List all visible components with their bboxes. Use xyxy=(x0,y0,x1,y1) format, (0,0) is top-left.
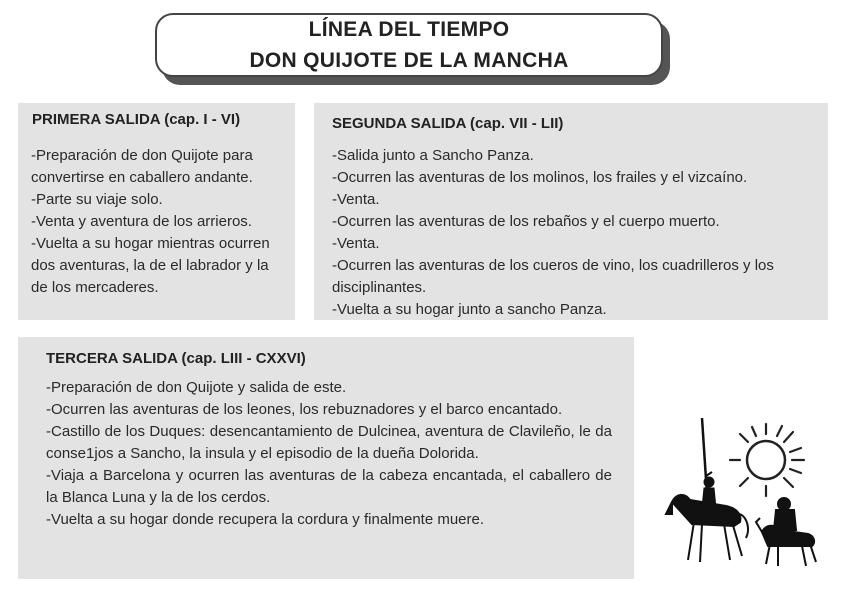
list-item: -Castillo de los Duques: desencantamiento de Dulcinea, aventura de Clavileño, le da conse1jos a Sancho, la insula y el episodio de la dueña Dolorida. xyxy=(46,423,612,462)
tercera-salida-heading: TERCERA SALIDA (cap. LIII - CXXVI) xyxy=(46,350,306,367)
segunda-salida-heading: SEGUNDA SALIDA (cap. VII - LII) xyxy=(332,115,564,132)
sun-icon xyxy=(730,424,804,496)
list-item: -Preparación de don Quijote y salida de este. xyxy=(46,379,347,396)
list-item: -Venta y aventura de los arrieros. xyxy=(31,213,252,230)
list-item: -Ocurren las aventuras de los cueros de vino, los cuadrilleros y los disciplinantes. xyxy=(332,257,774,296)
primera-salida-heading: PRIMERA SALIDA (cap. I - VI) xyxy=(32,111,241,128)
list-item: -Preparación de don Quijote para convertirse en caballero andante. xyxy=(31,147,253,186)
list-item: -Ocurren las aventuras de los molinos, los frailes y el vizcaíno. xyxy=(332,169,748,186)
list-item: -Vuelta a su hogar donde recupera la cordura y finalmente muere. xyxy=(46,511,485,528)
title-line-1: LÍNEA DEL TIEMPO xyxy=(308,18,510,41)
title-banner xyxy=(155,13,663,77)
list-item: -Parte su viaje solo. xyxy=(31,191,163,208)
list-item: -Venta. xyxy=(332,191,380,208)
primera-salida-box xyxy=(18,103,295,320)
don-quijote-sancho-illustration xyxy=(662,410,828,580)
list-item: -Vuelta a su hogar junto a sancho Panza. xyxy=(332,301,607,318)
list-item: -Salida junto a Sancho Panza. xyxy=(332,147,534,164)
segunda-salida-box xyxy=(314,103,828,320)
sancho-panza-icon xyxy=(756,498,816,566)
title-line-2: DON QUIJOTE DE LA MANCHA xyxy=(249,49,569,72)
segunda-salida-body xyxy=(332,145,822,321)
list-item: -Venta. xyxy=(332,235,380,252)
list-item: -Vuelta a su hogar mientras ocurren dos aventuras, la de el labrador y la de los mercaderes. xyxy=(31,235,270,296)
tercera-salida-box xyxy=(18,337,634,579)
tercera-salida-body xyxy=(46,377,612,531)
list-item: -Ocurren las aventuras de los rebaños y el cuerpo muerto. xyxy=(332,213,720,230)
list-item: -Ocurren las aventuras de los leones, los rebuznadores y el barco encantado. xyxy=(46,401,563,418)
list-item: -Viaja a Barcelona y ocurren las aventuras de la cabeza encantada, el caballero de la Blanca Luna y la de los cerdos. xyxy=(46,467,612,506)
horse-icon xyxy=(666,495,748,562)
primera-salida-body xyxy=(31,145,289,299)
